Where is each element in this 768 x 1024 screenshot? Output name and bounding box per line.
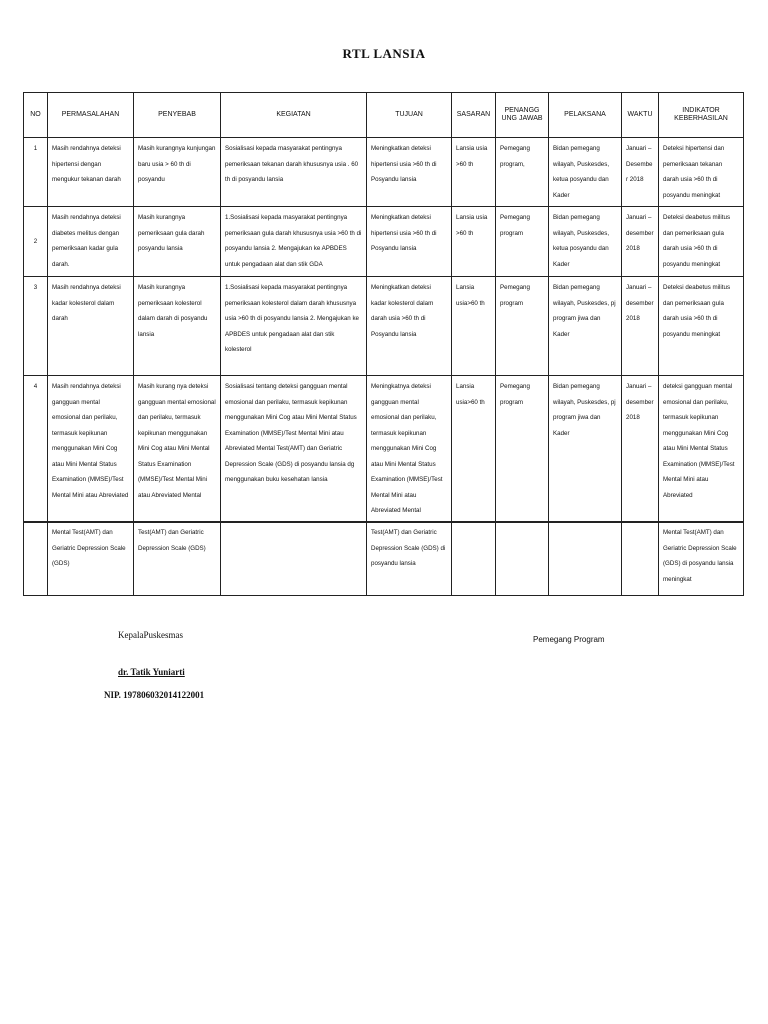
header-penyebab: PENYEBAB bbox=[134, 93, 221, 138]
header-indikator: INDIKATOR KEBERHASILAN bbox=[659, 93, 744, 138]
cell-no: 3 bbox=[24, 277, 48, 376]
signature-left-title: KepalaPuskesmas bbox=[118, 630, 183, 640]
cell-pelaksana: Bidan pemegang wilayah, Puskesdes, ketua posyandu dan Kader bbox=[549, 138, 622, 207]
header-permasalahan: PERMASALAHAN bbox=[48, 93, 134, 138]
cell-no: 2 bbox=[24, 207, 48, 277]
cell-waktu: Januari – Desember 2018 bbox=[622, 138, 659, 207]
cell-penyebab: Test(AMT) dan Geriatric Depression Scale (GDS) bbox=[134, 522, 221, 596]
cell-penanggung-jawab: Pemegang program bbox=[496, 376, 549, 523]
cell-penanggung-jawab: Pemegang program bbox=[496, 277, 549, 376]
cell-no: 4 bbox=[24, 376, 48, 523]
cell-penyebab: Masih kurangnya pemeriksaan kolesterol dalam darah di posyandu lansia bbox=[134, 277, 221, 376]
header-kegiatan: KEGIATAN bbox=[221, 93, 367, 138]
cell-permasalahan: Mental Test(AMT) dan Geriatric Depression Scale (GDS) bbox=[48, 522, 134, 596]
cell-indikator: Mental Test(AMT) dan Geriatric Depression Scale (GDS) di posyandu lansia meningkat bbox=[659, 522, 744, 596]
cell-sasaran: Lansia usia >60 th bbox=[452, 138, 496, 207]
cell-indikator: Deteksi deabetus militus dan pemeriksaan gula darah usia >60 th di posyandu meningkat bbox=[659, 207, 744, 277]
cell-indikator: Deteksi hipertensi dan pemeriksaan tekanan darah usia >60 th di posyandu meningkat bbox=[659, 138, 744, 207]
header-penanggung-jawab: PENANGG UNG JAWAB bbox=[496, 93, 549, 138]
cell-tujuan: Meningkatkan deteksi kadar kolesterol dalam darah usia >60 th di Posyandu lansia bbox=[367, 277, 452, 376]
cell-indikator: deteksi gangguan mental emosional dan perilaku, termasuk kepikunan menggunakan Mini Cog atau Mini Mental Status Examination (MMSE)/Test Mental Mini atau Abreviated bbox=[659, 376, 744, 523]
cell-waktu bbox=[622, 522, 659, 596]
cell-penanggung-jawab: Pemegang program, bbox=[496, 138, 549, 207]
header-pelaksana: PELAKSANA bbox=[549, 93, 622, 138]
cell-kegiatan: Sosialisasi kepada masyarakat pentingnya pemeriksaan tekanan darah khususnya usia . 60 th di posyandu lansia bbox=[221, 138, 367, 207]
table-header-row bbox=[24, 93, 744, 138]
header-no: NO bbox=[24, 93, 48, 138]
cell-kegiatan: 1.Sosialisasi kepada masyarakat pentingnya pemeriksaan gula darah khususnya usia >60 th di posyandu lansia 2. Mengajukan ke APBDES untuk pengadaan alat dan stik GDA bbox=[221, 207, 367, 277]
cell-kegiatan: 1.Sosialisasi kepada masyarakat pentingnya pemeriksaan kolesterol dalam darah khususnya usia >60 th di posyandu lansia 2. Mengajukan ke APBDES untuk pengadaan alat dan stik kolesterol bbox=[221, 277, 367, 376]
cell-pelaksana bbox=[549, 522, 622, 596]
table-row bbox=[24, 207, 744, 277]
cell-no bbox=[24, 522, 48, 596]
cell-kegiatan: Sosialisasi tentang deteksi gangguan mental emosional dan perilaku, termasuk kepikunan menggunakan Mini Cog atau Mini Mental Status Examination (MMSE)/Test Mental Mini atau Abreviated Mental Test(AMT) dan Geriatric Depression Scale (GDS) di posyandu lansia dg menggunakan buku kesehatan lansia bbox=[221, 376, 367, 523]
cell-penanggung-jawab bbox=[496, 522, 549, 596]
cell-pelaksana: Bidan pemegang wilayah, Puskesdes, pj program jiwa dan Kader bbox=[549, 277, 622, 376]
cell-pelaksana: Bidan pemegang wilayah, Puskesdes, ketua posyandu dan Kader bbox=[549, 207, 622, 277]
table-row bbox=[24, 138, 744, 207]
cell-penanggung-jawab: Pemegang program bbox=[496, 207, 549, 277]
cell-indikator: Deteksi deabetus militus dan pemeriksaan gula darah usia >60 th di posyandu meningkat bbox=[659, 277, 744, 376]
page-title: RTL LANSIA bbox=[342, 46, 426, 61]
table-row bbox=[24, 522, 744, 596]
cell-permasalahan: Masih rendahnya deteksi kadar kolesterol dalam darah bbox=[48, 277, 134, 376]
cell-kegiatan bbox=[221, 522, 367, 596]
cell-sasaran bbox=[452, 522, 496, 596]
cell-sasaran: Lansia usia>60 th bbox=[452, 277, 496, 376]
header-waktu: WAKTU bbox=[622, 93, 659, 138]
cell-permasalahan: Masih rendahnya deteksi hipertensi dengan mengukur tekanan darah bbox=[48, 138, 134, 207]
cell-penyebab: Masih kurang nya deteksi gangguan mental emosional dan perilaku, termasuk kepikunan menggunakan Mini Cog atau Mini Mental Status Examination (MMSE)/Test Mental Mini atau Abreviated Mental bbox=[134, 376, 221, 523]
cell-waktu: Januari – desember 2018 bbox=[622, 207, 659, 277]
header-sasaran: SASARAN bbox=[452, 93, 496, 138]
table-row bbox=[24, 277, 744, 376]
cell-tujuan: Meningkatkan deteksi hipertensi usia >60 th di Posyandu lansia bbox=[367, 138, 452, 207]
cell-sasaran: Lansia usia >60 th bbox=[452, 207, 496, 277]
cell-waktu: Januari – desember 2018 bbox=[622, 277, 659, 376]
cell-tujuan: Meningkatnya deteksi gangguan mental emosional dan perilaku, termasuk kepikunan menggunakan Mini Cog atau Mini Mental Status Examination (MMSE)/Test Mental Mini atau Abreviated Mental bbox=[367, 376, 452, 523]
cell-waktu: Januari – desember 2018 bbox=[622, 376, 659, 523]
signature-right-title: Pemegang Program bbox=[533, 635, 605, 644]
cell-permasalahan: Masih rendahnya deteksi diabetes melitus dengan pemeriksaan kadar gula darah. bbox=[48, 207, 134, 277]
cell-penyebab: Masih kurangnya kunjungan baru usia > 60 th di posyandu bbox=[134, 138, 221, 207]
cell-tujuan: Test(AMT) dan Geriatric Depression Scale (GDS) di posyandu lansia bbox=[367, 522, 452, 596]
cell-penyebab: Masih kurangnya pemeriksaan gula darah posyandu lansia bbox=[134, 207, 221, 277]
header-tujuan: TUJUAN bbox=[367, 93, 452, 138]
table-row bbox=[24, 376, 744, 523]
rtl-table-continuation bbox=[23, 521, 744, 596]
cell-tujuan: Meningkatkan deteksi hipertensi usia >60 th di Posyandu lansia bbox=[367, 207, 452, 277]
signature-left-nip: NIP. 197806032014122001 bbox=[104, 690, 205, 700]
cell-pelaksana: Bidan pemegang wilayah, Puskesdes, pj program jiwa dan Kader bbox=[549, 376, 622, 523]
cell-sasaran: Lansia usia>60 th bbox=[452, 376, 496, 523]
cell-no: 1 bbox=[24, 138, 48, 207]
rtl-table bbox=[23, 92, 744, 523]
signature-left-name: dr. Tatik Yuniarti bbox=[118, 667, 185, 677]
cell-permasalahan: Masih rendahnya deteksi gangguan mental emosional dan perilaku, termasuk kepikunan menggunakan Mini Cog atau Mini Mental Status Examination (MMSE)/Test Mental Mini atau Abreviated bbox=[48, 376, 134, 523]
